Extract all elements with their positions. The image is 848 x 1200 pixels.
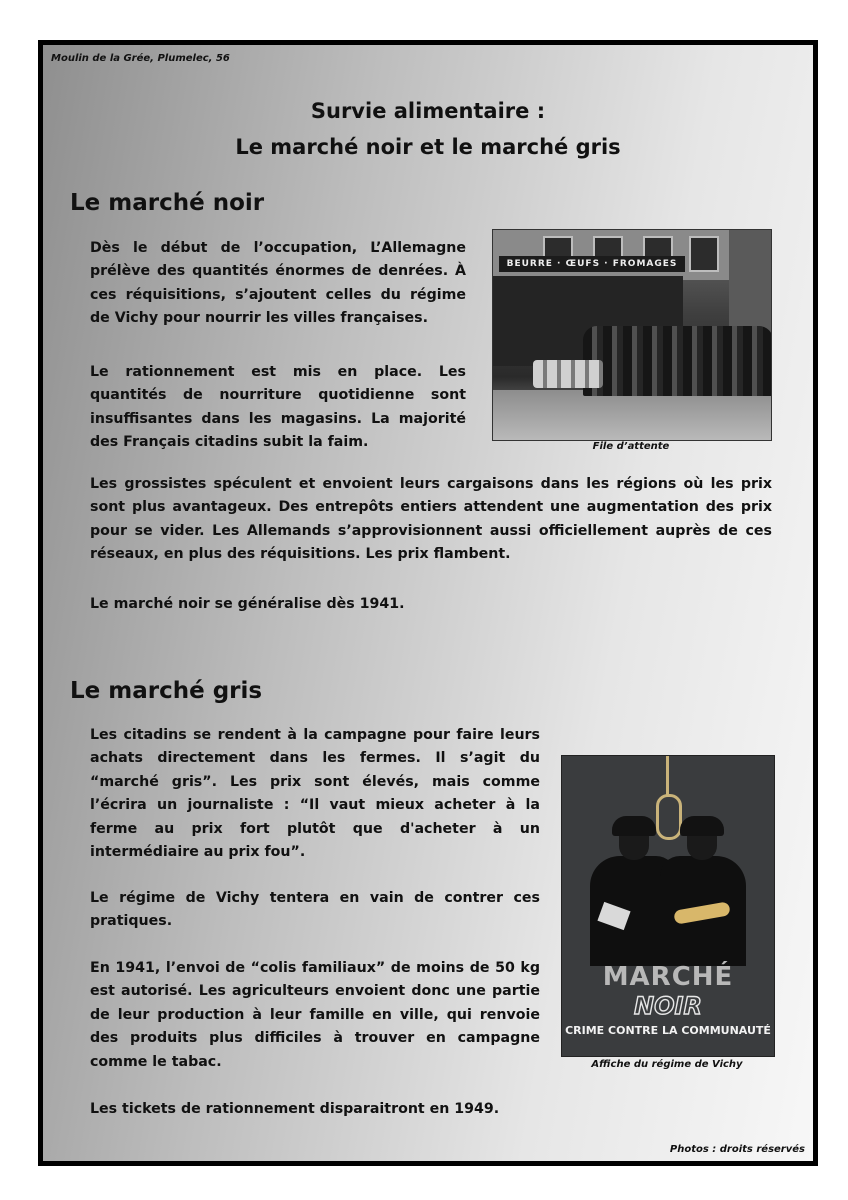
vichy-poster	[561, 755, 775, 1057]
page-title-line1: Survie alimentaire :	[310, 99, 546, 123]
location-label: Moulin de la Grée, Plumelec, 56	[51, 53, 230, 64]
section-heading-marche-noir: Le marché noir	[70, 190, 265, 216]
paragraph-citadins: Les citadins se rendent à la campagne pour faire leurs achats directement dans les fermes. Il s’agit du “marché gris”. Les prix sont élevés, mais comme l’écrira un journaliste : “Il vaut mieux acheter à la ferme au prix fort plutôt que d'acheter à un intermédiaire au prix fou”.	[90, 727, 540, 861]
photo-credit: Photos : droits réservés	[669, 1144, 805, 1155]
photo-caption: File d’attente	[592, 441, 670, 452]
photo-queue	[492, 229, 772, 441]
bowler-hat-icon	[680, 816, 724, 836]
poster-slogan: CRIME CONTRE LA COMMUNAUTÉ	[565, 1024, 771, 1037]
photo-street	[493, 390, 771, 440]
poster-title: MARCHÉ	[602, 962, 734, 992]
page-title-line2: Le marché noir et le marché gris	[235, 135, 621, 159]
paragraph-rationnement: Le rationnement est mis en place. Les quantités de nourriture quotidienne sont insuffisantes dans les magasins. La majorité des Français citadins subit la faim.	[90, 364, 466, 451]
paragraph-grossistes: Les grossistes spéculent et envoient leurs cargaisons dans les régions où les prix sont plus avantageux. Des entrepôts entiers attendent une augmentation des prix pour se vider. Les Allemands s’approvisionnent aussi officiellement auprès de ces réseaux, en plus des réquisitions. Les prix flambent.	[90, 476, 772, 563]
noose-icon	[656, 794, 682, 840]
poster-head-left	[619, 834, 649, 860]
poster-title-noir: NOIR	[634, 992, 702, 1020]
poster-caption: Affiche du régime de Vichy	[591, 1059, 743, 1070]
photo-crowd	[583, 326, 772, 396]
section-heading-marche-gris: Le marché gris	[70, 678, 263, 704]
poster-panel	[38, 40, 818, 1166]
paragraph-colis: En 1941, l’envoi de “colis familiaux” de moins de 50 kg est autorisé. Les agriculteurs envoient donc une partie de leur production à leur famille en ville, qui renvoie des produits plus difficiles à trouver en campagne comme le tabac.	[90, 960, 540, 1070]
paragraph-occupation: Dès le début de l’occupation, L’Allemagne prélève des quantités énormes de denrées. À ces réquisitions, s’ajoutent celles du régime de Vichy pour nourrir les villes françaises.	[90, 240, 466, 327]
paragraph-tickets: Les tickets de rationnement disparaitront en 1949.	[90, 1101, 500, 1117]
rope-icon	[666, 756, 669, 796]
bowler-hat-icon	[612, 816, 656, 836]
paragraph-generalisation: Le marché noir se généralise dès 1941.	[90, 596, 405, 612]
poster-head-right	[687, 834, 717, 860]
photo-milk-cans	[533, 360, 603, 388]
photo-shop-sign: BEURRE · ŒUFS · FROMAGES	[499, 256, 685, 272]
paragraph-vichy: Le régime de Vichy tentera en vain de contrer ces pratiques.	[90, 890, 540, 930]
photo-window	[689, 236, 719, 272]
